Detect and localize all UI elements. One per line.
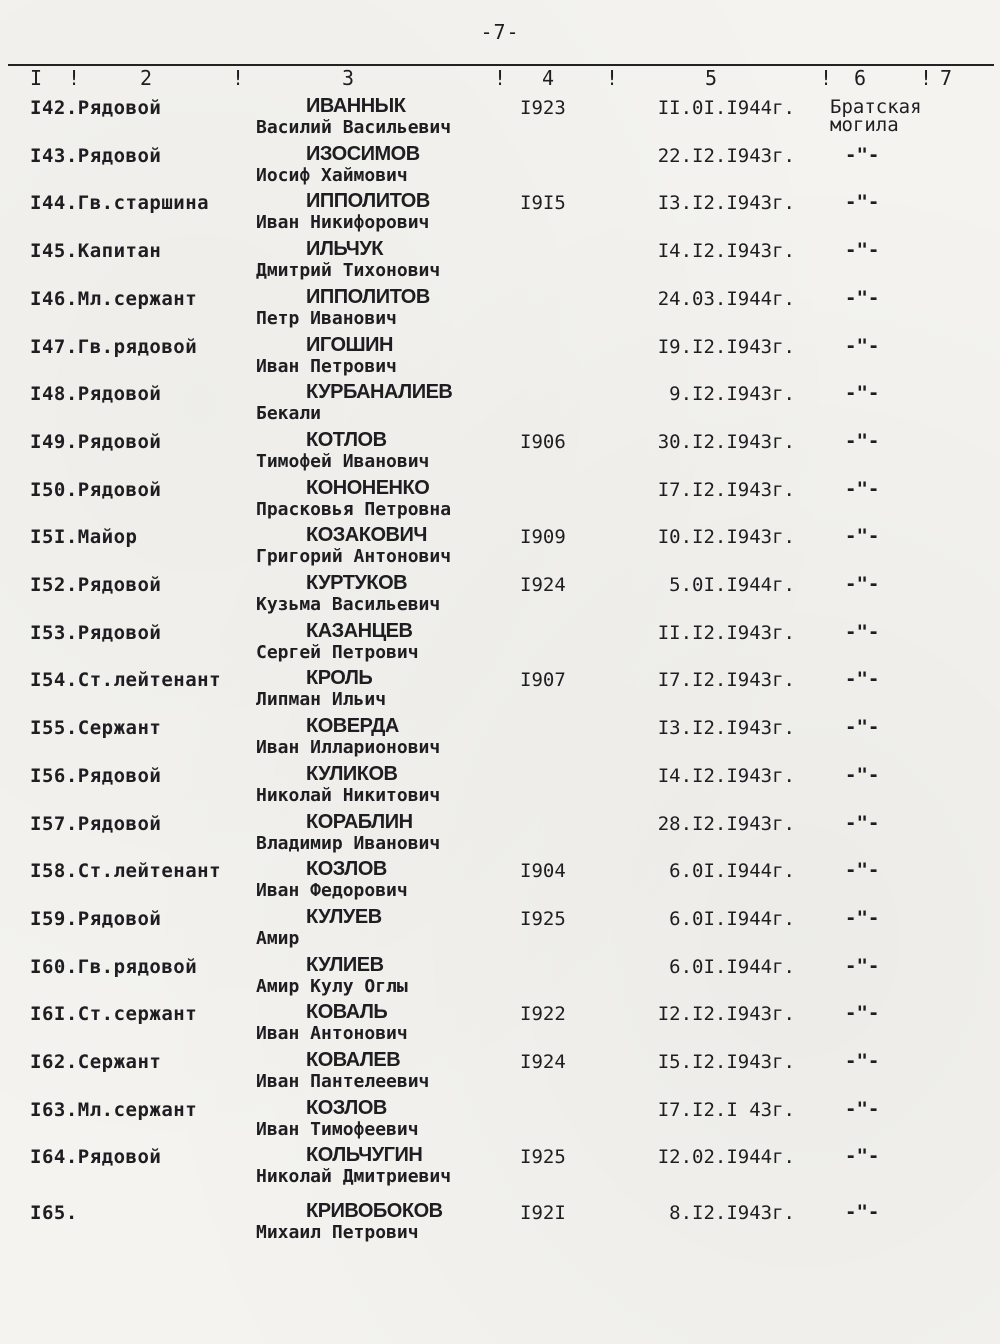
rank-cell: I50.Рядовой bbox=[30, 478, 162, 501]
name-cell bbox=[256, 573, 440, 615]
burial-place-cell: -"- bbox=[845, 859, 880, 882]
surname: КРОЛЬ bbox=[306, 667, 373, 690]
rank-cell: I60.Гв.рядовой bbox=[30, 955, 198, 978]
burial-place-cell: -"- bbox=[845, 477, 880, 500]
birth-year-cell: I904 bbox=[520, 860, 566, 883]
given-names: Иван Петрович bbox=[256, 355, 397, 377]
rank-cell: I65. bbox=[30, 1202, 78, 1225]
surname: ИЛЬЧУК bbox=[306, 238, 383, 261]
surname: ИВАННЫК bbox=[306, 95, 406, 117]
surname: КОЗЛОВ bbox=[306, 858, 387, 881]
column-header: 6 bbox=[854, 66, 867, 90]
given-names: Бекали bbox=[256, 403, 322, 425]
given-names: Николай Никитович bbox=[256, 784, 441, 806]
rank-cell: I57.Рядовой bbox=[30, 812, 162, 835]
death-date-cell: I7.I2.I943г. bbox=[657, 478, 795, 501]
given-names: Тимофей Иванович bbox=[256, 450, 430, 472]
given-names: Иван Тимофеевич bbox=[256, 1118, 419, 1140]
table-row bbox=[0, 1201, 1000, 1247]
burial-place-cell: -"- bbox=[845, 429, 880, 452]
burial-place-cell: -"- bbox=[845, 382, 880, 405]
death-date-cell: I7.I2.I943г. bbox=[657, 669, 795, 692]
name-cell bbox=[256, 668, 386, 710]
death-date-cell: 6.0I.I944г. bbox=[669, 907, 795, 930]
surname: ИППОЛИТОВ bbox=[306, 285, 430, 308]
death-date-cell: 28.I2.I943г. bbox=[657, 812, 795, 835]
rank-cell: I62.Сержант bbox=[30, 1051, 162, 1073]
table-row bbox=[0, 1145, 1000, 1191]
name-cell bbox=[256, 955, 408, 997]
given-names: Сергей Петрович bbox=[256, 641, 419, 663]
column-header: 2 bbox=[140, 66, 153, 90]
death-date-cell: I0.I2.I943г. bbox=[657, 526, 795, 549]
given-names: Иван Пантелеевич bbox=[256, 1071, 430, 1092]
burial-place-cell: -"- bbox=[845, 286, 880, 309]
surname: КАЗАНЦЕВ bbox=[306, 619, 413, 642]
burial-place-cell: -"- bbox=[845, 1201, 880, 1224]
table-row bbox=[0, 287, 1000, 333]
death-date-cell: II.I2.I943г. bbox=[657, 621, 795, 644]
rank-cell: I42.Рядовой bbox=[30, 97, 162, 119]
given-names: Дмитрий Тихонович bbox=[256, 260, 441, 282]
name-cell bbox=[256, 812, 440, 854]
name-cell bbox=[256, 1201, 443, 1243]
rank-cell: I58.Ст.лейтенант bbox=[30, 860, 222, 883]
rank-cell: I52.Рядовой bbox=[30, 574, 162, 596]
table-row bbox=[0, 764, 1000, 810]
given-names: Петр Иванович bbox=[256, 307, 397, 329]
death-date-cell: I5.I2.I943г. bbox=[657, 1051, 795, 1073]
burial-place-cell: -"- bbox=[845, 143, 880, 166]
given-names: Иван Федорович bbox=[256, 880, 408, 902]
given-names: Владимир Иванович bbox=[256, 832, 441, 854]
rank-cell: I49.Рядовой bbox=[30, 430, 162, 453]
birth-year-cell: I9I5 bbox=[520, 192, 566, 215]
birth-year-cell: I924 bbox=[520, 574, 566, 596]
given-names: Прасковья Петровна bbox=[256, 498, 452, 520]
burial-place-cell: -"- bbox=[845, 334, 880, 357]
surname: ИЗОСИМОВ bbox=[306, 142, 420, 165]
burial-place-cell: -"- bbox=[845, 716, 880, 739]
rank-cell: I56.Рядовой bbox=[30, 764, 162, 787]
given-names: Амир Кулу Оглы bbox=[256, 975, 408, 997]
column-separator: ! bbox=[68, 66, 81, 90]
rank-cell: I44.Гв.старшина bbox=[30, 192, 210, 215]
name-cell bbox=[256, 96, 451, 138]
death-date-cell: I2.I2.I943г. bbox=[657, 1003, 795, 1026]
rank-cell: I54.Ст.лейтенант bbox=[30, 669, 222, 692]
burial-place-cell: Братская могила bbox=[830, 96, 922, 136]
column-header-row bbox=[0, 66, 1000, 90]
name-cell bbox=[256, 144, 420, 186]
table-row bbox=[0, 525, 1000, 571]
name-cell bbox=[256, 478, 451, 520]
column-header: 5 bbox=[705, 66, 718, 90]
column-header: 4 bbox=[542, 66, 555, 90]
surname: КОЗЛОВ bbox=[306, 1096, 387, 1119]
column-header: 7 bbox=[940, 66, 953, 90]
rank-cell: I5I.Майор bbox=[30, 526, 138, 549]
given-names: Николай Дмитриевич bbox=[256, 1166, 452, 1188]
death-date-cell: 30.I2.I943г. bbox=[657, 430, 795, 453]
death-date-cell: 8.I2.I943г. bbox=[669, 1202, 795, 1225]
death-date-cell: 24.03.I944г. bbox=[657, 287, 795, 310]
name-cell bbox=[256, 764, 440, 806]
rank-cell: I45.Капитан bbox=[30, 240, 162, 263]
death-date-cell: I2.02.I944г. bbox=[657, 1146, 795, 1169]
death-date-cell: 6.0I.I944г. bbox=[669, 860, 795, 883]
surname: КУЛИЕВ bbox=[306, 953, 384, 976]
table-row bbox=[0, 1002, 1000, 1048]
death-date-cell: 6.0I.I944г. bbox=[669, 955, 795, 978]
table-row bbox=[0, 1050, 1000, 1096]
birth-year-cell: I906 bbox=[520, 430, 566, 453]
death-date-cell: I9.I2.I943г. bbox=[657, 335, 795, 358]
burial-place-cell: -"- bbox=[845, 906, 880, 929]
burial-place-cell: -"- bbox=[845, 573, 880, 595]
name-cell bbox=[256, 1145, 451, 1187]
death-date-cell: 5.0I.I944г. bbox=[669, 574, 795, 596]
given-names: Григорий Антонович bbox=[256, 546, 452, 568]
table-row bbox=[0, 144, 1000, 190]
name-cell bbox=[256, 335, 397, 377]
name-cell bbox=[256, 191, 430, 233]
name-cell bbox=[256, 907, 382, 949]
column-separator: ! bbox=[494, 66, 507, 90]
burial-place-cell: -"- bbox=[845, 620, 880, 643]
table-row bbox=[0, 239, 1000, 285]
burial-place-cell: -"- bbox=[845, 191, 880, 214]
given-names: Иван Никифорович bbox=[256, 212, 430, 234]
name-cell bbox=[256, 525, 451, 567]
table-row bbox=[0, 573, 1000, 619]
burial-place-cell: -"- bbox=[845, 763, 880, 786]
given-names: Иван Антонович bbox=[256, 1023, 408, 1045]
table-row bbox=[0, 621, 1000, 667]
burial-place-cell: -"- bbox=[845, 1050, 880, 1072]
death-date-cell: I3.I2.I943г. bbox=[657, 192, 795, 215]
surname: КОЛЬЧУГИН bbox=[306, 1144, 423, 1167]
column-separator: ! bbox=[820, 66, 833, 90]
surname: КРИВОБОКОВ bbox=[306, 1200, 443, 1223]
table-row bbox=[0, 907, 1000, 953]
table-row bbox=[0, 335, 1000, 381]
column-separator: ! bbox=[920, 66, 933, 90]
death-date-cell: I7.I2.I 43г. bbox=[657, 1098, 795, 1121]
burial-place-cell: -"- bbox=[845, 954, 880, 977]
table-row bbox=[0, 716, 1000, 762]
rank-cell: I64.Рядовой bbox=[30, 1146, 162, 1169]
column-separator: ! bbox=[232, 66, 245, 90]
burial-place-cell: -"- bbox=[845, 525, 880, 548]
rank-cell: I6I.Ст.сержант bbox=[30, 1003, 198, 1026]
surname: КОВАЛЬ bbox=[306, 1001, 388, 1024]
rank-cell: I43.Рядовой bbox=[30, 144, 162, 167]
burial-place-cell: -"- bbox=[845, 1145, 880, 1168]
surname: КУЛИКОВ bbox=[306, 762, 398, 785]
column-separator: ! bbox=[606, 66, 619, 90]
name-cell bbox=[256, 382, 452, 424]
table-row bbox=[0, 955, 1000, 1001]
table-row bbox=[0, 1098, 1000, 1144]
table-row bbox=[0, 812, 1000, 858]
name-cell bbox=[256, 1050, 429, 1092]
surname: КОРАБЛИН bbox=[306, 810, 413, 833]
rank-cell: I47.Гв.рядовой bbox=[30, 335, 198, 358]
table-row bbox=[0, 478, 1000, 524]
birth-year-cell: I923 bbox=[520, 97, 566, 119]
rank-cell: I46.Мл.сержант bbox=[30, 287, 198, 310]
burial-place-cell: -"- bbox=[845, 1097, 880, 1120]
burial-place-cell: -"- bbox=[845, 239, 880, 262]
given-names: Михаил Петрович bbox=[256, 1222, 419, 1244]
name-cell bbox=[256, 1098, 419, 1140]
birth-year-cell: I907 bbox=[520, 669, 566, 692]
name-cell bbox=[256, 287, 430, 329]
rank-cell: I55.Сержант bbox=[30, 717, 162, 740]
name-cell bbox=[256, 239, 440, 281]
name-cell bbox=[256, 859, 408, 901]
given-names: Иосиф Хаймович bbox=[256, 164, 408, 186]
given-names: Василий Васильевич bbox=[256, 117, 452, 138]
given-names: Кузьма Васильевич bbox=[256, 594, 441, 615]
name-cell bbox=[256, 621, 419, 663]
surname: КОЗАКОВИЧ bbox=[306, 524, 427, 547]
rank-cell: I53.Рядовой bbox=[30, 621, 162, 644]
rank-cell: I48.Рядовой bbox=[30, 383, 162, 406]
death-date-cell: 22.I2.I943г. bbox=[657, 144, 795, 167]
birth-year-cell: I922 bbox=[520, 1003, 566, 1026]
surname: КОНОНЕНКО bbox=[306, 476, 430, 499]
death-date-cell: I4.I2.I943г. bbox=[657, 240, 795, 263]
surname: КОТЛОВ bbox=[306, 428, 387, 451]
page-number: -7- bbox=[480, 20, 520, 44]
death-date-cell: II.0I.I944г. bbox=[657, 97, 795, 119]
birth-year-cell: I909 bbox=[520, 526, 566, 549]
column-header: 3 bbox=[342, 66, 355, 90]
given-names: Липман Ильич bbox=[256, 689, 387, 711]
table-row bbox=[0, 859, 1000, 905]
rank-cell: I59.Рядовой bbox=[30, 907, 162, 930]
table-row bbox=[0, 430, 1000, 476]
death-date-cell: I3.I2.I943г. bbox=[657, 717, 795, 740]
name-cell bbox=[256, 430, 429, 472]
surname: КУРБАНАЛИЕВ bbox=[306, 381, 453, 404]
birth-year-cell: I92I bbox=[520, 1202, 566, 1225]
table-row bbox=[0, 96, 1000, 142]
death-date-cell: I4.I2.I943г. bbox=[657, 764, 795, 787]
surname: КОВЕРДА bbox=[306, 715, 399, 738]
table-row bbox=[0, 382, 1000, 428]
surname: КОВАЛЕВ bbox=[306, 1049, 401, 1071]
birth-year-cell: I925 bbox=[520, 907, 566, 930]
given-names: Амир bbox=[256, 927, 300, 949]
birth-year-cell: I925 bbox=[520, 1146, 566, 1169]
surname: КУЛУЕВ bbox=[306, 905, 382, 928]
name-cell bbox=[256, 716, 440, 758]
name-cell bbox=[256, 1002, 408, 1044]
burial-place-cell: -"- bbox=[845, 811, 880, 834]
column-header: I bbox=[30, 66, 43, 90]
surname: ИГОШИН bbox=[306, 333, 393, 356]
burial-place-cell: -"- bbox=[845, 668, 880, 691]
death-date-cell: 9.I2.I943г. bbox=[669, 383, 795, 406]
surname: КУРТУКОВ bbox=[306, 572, 408, 594]
birth-year-cell: I924 bbox=[520, 1051, 566, 1073]
burial-place-cell: -"- bbox=[845, 1002, 880, 1025]
table-row bbox=[0, 191, 1000, 237]
given-names: Иван Илларионович bbox=[256, 737, 441, 759]
rank-cell: I63.Мл.сержант bbox=[30, 1098, 198, 1121]
table-row bbox=[0, 668, 1000, 714]
surname: ИППОЛИТОВ bbox=[306, 190, 430, 213]
